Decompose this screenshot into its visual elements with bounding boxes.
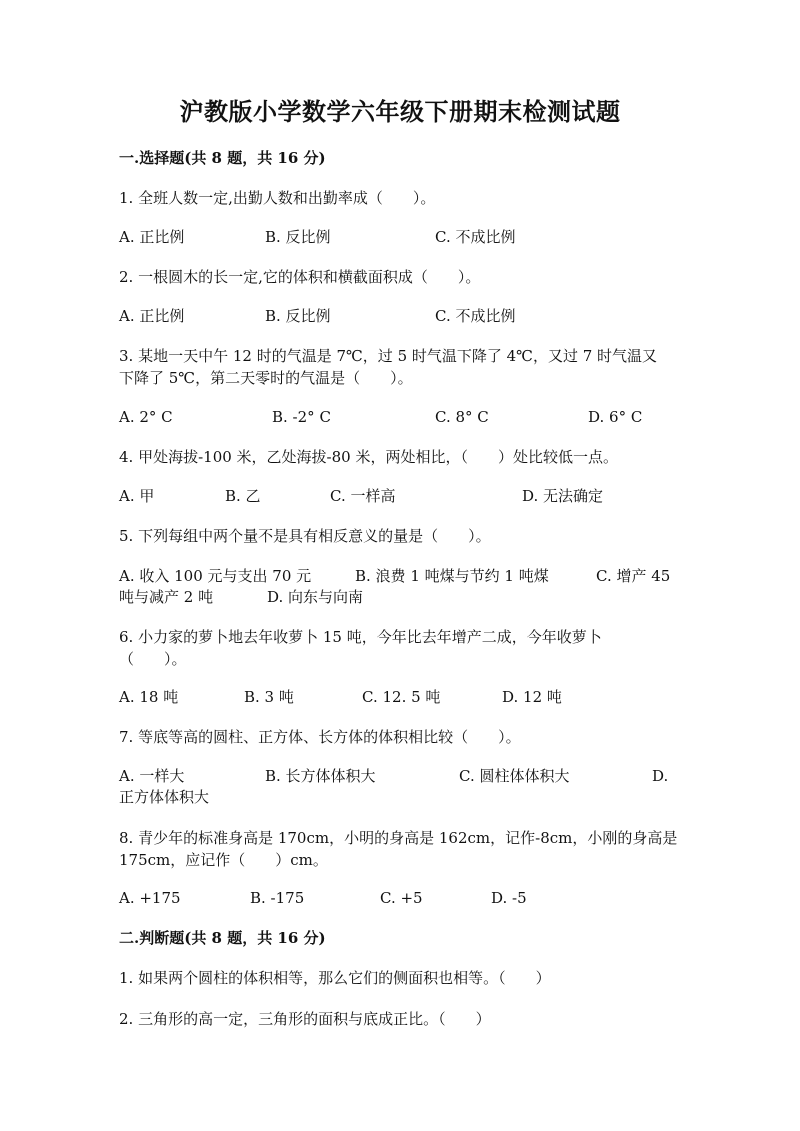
section-heading-judgment: 二.判断题(共 8 题，共 16 分)	[119, 929, 326, 947]
q3-option-a[interactable]: A. 2° C	[119, 408, 173, 426]
q7-option-d[interactable]: D.	[652, 767, 669, 785]
q1-option-b[interactable]: B. 反比例	[265, 228, 331, 246]
question-2: 2. 一根圆木的长一定,它的体积和横截面积成（ ）。	[119, 268, 481, 286]
q5-option-b[interactable]: B. 浪费 1 吨煤与节约 1 吨煤	[355, 567, 549, 585]
judgment-2: 2. 三角形的高一定，三角形的面积与底成正比。（ ）	[119, 1010, 491, 1028]
page-title: 沪教版小学数学六年级下册期末检测试题	[179, 97, 621, 126]
q1-option-c[interactable]: C. 不成比例	[435, 228, 516, 246]
q7-option-c[interactable]: C. 圆柱体体积大	[459, 767, 570, 785]
question-8-line-2: 175cm，应记作（ ）cm。	[119, 851, 328, 869]
q8-option-a[interactable]: A. +175	[119, 889, 181, 907]
q2-option-c[interactable]: C. 不成比例	[435, 307, 516, 325]
q4-option-c[interactable]: C. 一样高	[330, 487, 396, 505]
q4-option-b[interactable]: B. 乙	[225, 487, 261, 505]
question-3-line-2: 下降了 5℃，第二天零时的气温是（ ）。	[119, 369, 413, 387]
question-3-line-1: 3. 某地一天中午 12 时的气温是 7℃，过 5 时气温下降了 4℃，又过 7 时气温又	[119, 347, 658, 365]
q8-option-c[interactable]: C. +5	[380, 889, 423, 907]
q5-option-c[interactable]: C. 增产 45	[596, 567, 671, 585]
q5-option-c-cont: 吨与减产 2 吨	[119, 588, 214, 606]
q5-option-d[interactable]: D. 向东与向南	[267, 588, 364, 606]
question-7: 7. 等底等高的圆柱、正方体、长方体的体积相比较（ ）。	[119, 728, 521, 746]
q3-option-d[interactable]: D. 6° C	[588, 408, 643, 426]
q6-option-b[interactable]: B. 3 吨	[244, 688, 294, 706]
q6-option-a[interactable]: A. 18 吨	[119, 688, 179, 706]
q4-option-a[interactable]: A. 甲	[119, 487, 155, 505]
question-5: 5. 下列每组中两个量不是具有相反意义的量是（ ）。	[119, 527, 491, 545]
q7-option-a[interactable]: A. 一样大	[119, 767, 185, 785]
q5-option-a[interactable]: A. 收入 100 元与支出 70 元	[119, 567, 312, 585]
judgment-1: 1. 如果两个圆柱的体积相等，那么它们的侧面积也相等。（ ）	[119, 969, 551, 987]
q8-option-d[interactable]: D. -5	[491, 889, 527, 907]
q4-option-d[interactable]: D. 无法确定	[522, 487, 604, 505]
q2-option-a[interactable]: A. 正比例	[119, 307, 185, 325]
q8-option-b[interactable]: B. -175	[250, 889, 305, 907]
section-heading-choice: 一.选择题(共 8 题，共 16 分)	[119, 149, 326, 167]
q7-option-b[interactable]: B. 长方体体积大	[265, 767, 376, 785]
question-1: 1. 全班人数一定,出勤人数和出勤率成（ ）。	[119, 189, 436, 207]
question-8-line-1: 8. 青少年的标准身高是 170cm，小明的身高是 162cm，记作-8cm，小刚的身高是	[119, 829, 678, 847]
q6-option-c[interactable]: C. 12. 5 吨	[362, 688, 441, 706]
q3-option-c[interactable]: C. 8° C	[435, 408, 489, 426]
question-6-line-1: 6. 小力家的萝卜地去年收萝卜 15 吨，今年比去年增产二成，今年收萝卜	[119, 628, 602, 646]
q1-option-a[interactable]: A. 正比例	[119, 228, 185, 246]
q2-option-b[interactable]: B. 反比例	[265, 307, 331, 325]
question-6-line-2: （ ）。	[119, 650, 187, 668]
q6-option-d[interactable]: D. 12 吨	[502, 688, 562, 706]
question-4: 4. 甲处海拔-100 米，乙处海拔-80 米，两处相比，（ ）处比较低一点。	[119, 448, 618, 466]
q3-option-b[interactable]: B. -2° C	[272, 408, 331, 426]
q7-option-d-cont: 正方体体积大	[119, 788, 210, 806]
